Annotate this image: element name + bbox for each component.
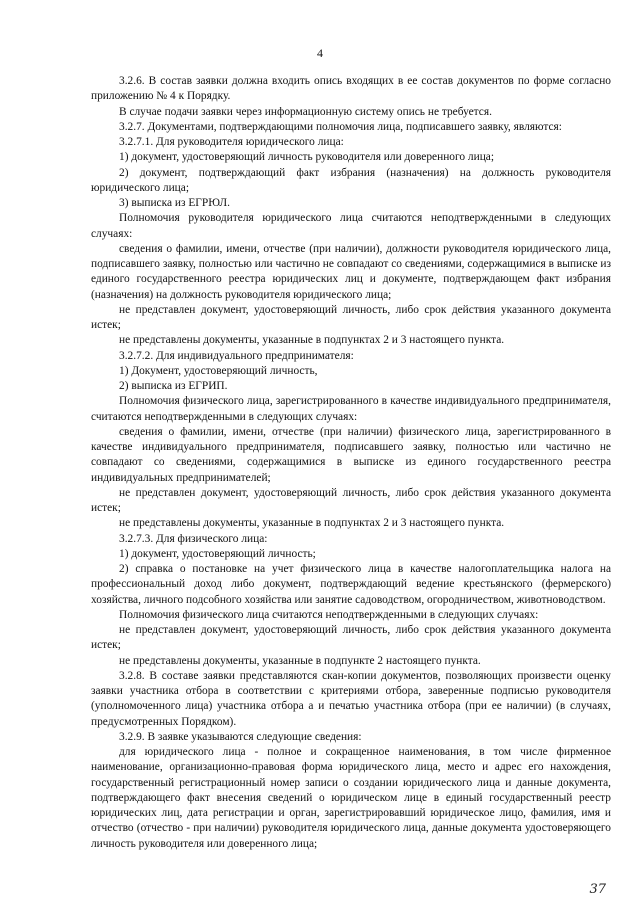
document-body bbox=[91, 74, 611, 852]
paragraph: не представлены документы, указанные в подпункте 2 настоящего пункта. bbox=[119, 654, 481, 667]
paragraph: Полномочия физического лица, зарегистрированного в качестве индивидуального предпринимателя, считаются неподтвержденными в следующих случаях: bbox=[91, 395, 611, 423]
paragraph: 3.2.7.2. Для индивидуального предпринимателя: bbox=[119, 349, 354, 362]
paragraph: 2) документ, подтверждающий факт избрания (назначения) на должность руководителя юридического лица; bbox=[91, 166, 611, 194]
paragraph: для юридического лица - полное и сокращенное наименования, в том числе фирменное наименование, организационно-правовая форма юридического лица, место и адрес его нахождения, государственный регистрационный номер записи о создании юридического лица и данные документа, подтверждающего факт внесения сведений о юридическом лице в единый государственный реестр юридических лиц, дата регистрации и орган, зарегистрировавший юридическое лицо, фамилия, имя и отчество (отчество - при наличии) руководителя юридического лица, данные документа удостоверяющего личность руководителя или доверенного лица; bbox=[91, 746, 611, 850]
paragraph: 3.2.7.1. Для руководителя юридического лица: bbox=[119, 136, 344, 148]
paragraph: 3) выписка из ЕГРЮЛ. bbox=[119, 197, 230, 209]
paragraph: не представлен документ, удостоверяющий личность, либо срок действия указанного документа истек; bbox=[91, 486, 611, 514]
paragraph: не представлен документ, удостоверяющий личность, либо срок действия указанного документа истек; bbox=[91, 624, 611, 652]
paragraph: не представлен документ, удостоверяющий личность, либо срок действия указанного документа истек; bbox=[91, 303, 611, 331]
handwritten-page-mark: 37 bbox=[589, 882, 606, 897]
paragraph: не представлены документы, указанные в подпунктах 2 и 3 настоящего пункта. bbox=[119, 334, 505, 347]
paragraph: Полномочия руководителя юридического лица считаются неподтвержденными в следующих случаях: bbox=[91, 212, 611, 240]
paragraph: В случае подачи заявки через информационную систему опись не требуется. bbox=[119, 105, 492, 118]
paragraph: 1) Документ, удостоверяющий личность, bbox=[119, 364, 318, 377]
page-number: 4 bbox=[317, 46, 323, 60]
paragraph: Полномочия физического лица считаются неподтвержденными в следующих случаях: bbox=[119, 608, 539, 621]
paragraph: 3.2.6. В состав заявки должна входить опись входящих в ее состав документов по форме согласно приложению № 4 к Порядку. bbox=[91, 75, 611, 103]
paragraph: 3.2.9. В заявке указываются следующие сведения: bbox=[119, 730, 362, 743]
paragraph: сведения о фамилии, имени, отчестве (при наличии), должности руководителя юридического лица, подписавшего заявку, полностью или частично не совпадают со сведениями, содержащимися в выписке из единого государственного реестра юридических лиц и документе, подтверждающем факт избрания (назначения) на должность руководителя юридического лица; bbox=[91, 242, 611, 301]
paragraph: 2) справка о постановке на учет физического лица в качестве налогоплательщика налога на профессиональный доход либо документ, подтверждающий ведение крестьянского (фермерского) хозяйства, личного подсобного хозяйства или занятие садоводством, огородничеством, животноводством. bbox=[91, 563, 611, 606]
paragraph: 2) выписка из ЕГРИП. bbox=[119, 380, 228, 392]
paragraph: сведения о фамилии, имени, отчестве (при наличии) физического лица, зарегистрированного в качестве индивидуального предпринимателя, подписавшего заявку, полностью или частично не совпадают со сведениями, содержащимися в выписке из единого государственного реестра индивидуальных предпринимателей; bbox=[91, 425, 611, 484]
paragraph: не представлены документы, указанные в подпунктах 2 и 3 настоящего пункта. bbox=[119, 517, 505, 530]
paragraph: 3.2.8. В составе заявки представляются скан-копии документов, позволяющих произвести оценку заявки участника отбора в соответствии с критериями отбора, заверенные подписью руководителя (уполномоченного лица) участника отбора а и печатью участника отбора (при ее наличии) (в случаях, предусмотренных Порядком). bbox=[91, 669, 611, 728]
paragraph: 1) документ, удостоверяющий личность; bbox=[119, 547, 316, 560]
paragraph: 1) документ, удостоверяющий личность руководителя или доверенного лица; bbox=[119, 151, 495, 164]
paragraph: 3.2.7.3. Для физического лица: bbox=[119, 532, 268, 545]
paragraph: 3.2.7. Документами, подтверждающими полномочия лица, подписавшего заявку, являются: bbox=[119, 120, 562, 133]
